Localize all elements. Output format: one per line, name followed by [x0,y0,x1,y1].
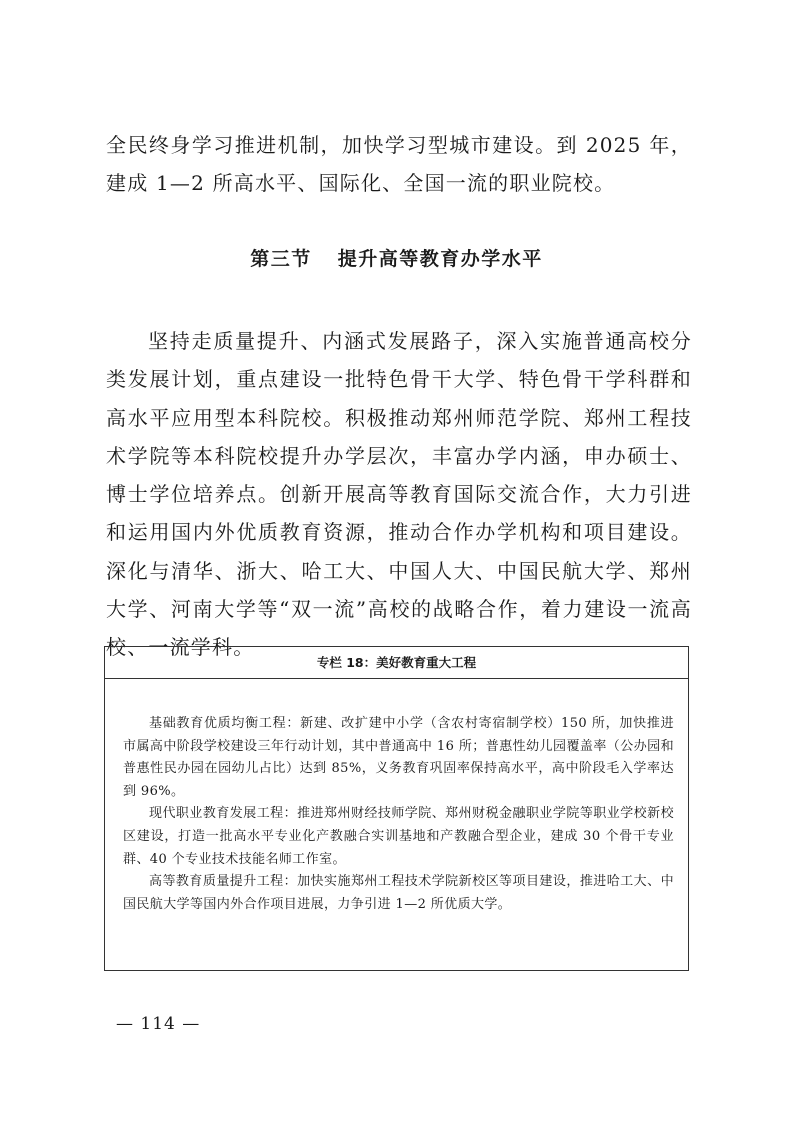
feature-box-body [123,713,674,916]
intro-paragraph: 全民终身学习推进机制，加快学习型城市建设。到 2025 年，建成 1—2 所高水平、国际化、全国一流的职业院校。 [106,133,692,196]
section-title: 提升高等教育办学水平 [337,248,543,270]
box-item-basic-education: 基础教育优质均衡工程：新建、改扩建中小学（含农村寄宿制学校）150 所，加快推进市属高中阶段学校建设三年行动计划，其中普通高中 16 所；普惠性幼儿园覆盖率（公办园和普惠性民办园在园幼儿占比）达到 85%，义务教育巩固率保持高水平，高中阶段毛入学率达到 96%。 [123,716,674,799]
page-number: — 114 — [116,1014,201,1034]
section-number: 第三节 [250,248,312,270]
feature-box-title: 专栏 18：美好教育重大工程 [105,647,688,679]
box-item-vocational-education: 现代职业教育发展工程：推进郑州财经技师学院、郑州财税金融职业学院等职业学校新校区建设，打造一批高水平专业化产教融合实训基地和产教融合型企业，建成 30 个骨干专业群、40 个专业技术技能名师工作室。 [123,806,674,867]
section-heading [0,244,793,271]
box-item-higher-education: 高等教育质量提升工程：加快实施郑州工程技术学院新校区等项目建设，推进哈工大、中国民航大学等国内外合作项目进展，力争引进 1—2 所优质大学。 [123,874,674,912]
body-paragraph: 坚持走质量提升、内涵式发展路子，深入实施普通高校分类发展计划，重点建设一批特色骨干大学、特色骨干学科群和高水平应用型本科院校。积极推动郑州师范学院、郑州工程技术学院等本科院校提升办学层次，丰富办学内涵，申办硕士、博士学位培养点。创新开展高等教育国际交流合作，大力引进和运用国内外优质教育资源，推动合作办学机构和项目建设。深化与清华、浙大、哈工大、中国人大、中国民航大学、郑州大学、河南大学等“双一流”高校的战略合作，着力建设一流高校、一流学科。 [106,329,692,660]
feature-box [104,646,689,971]
